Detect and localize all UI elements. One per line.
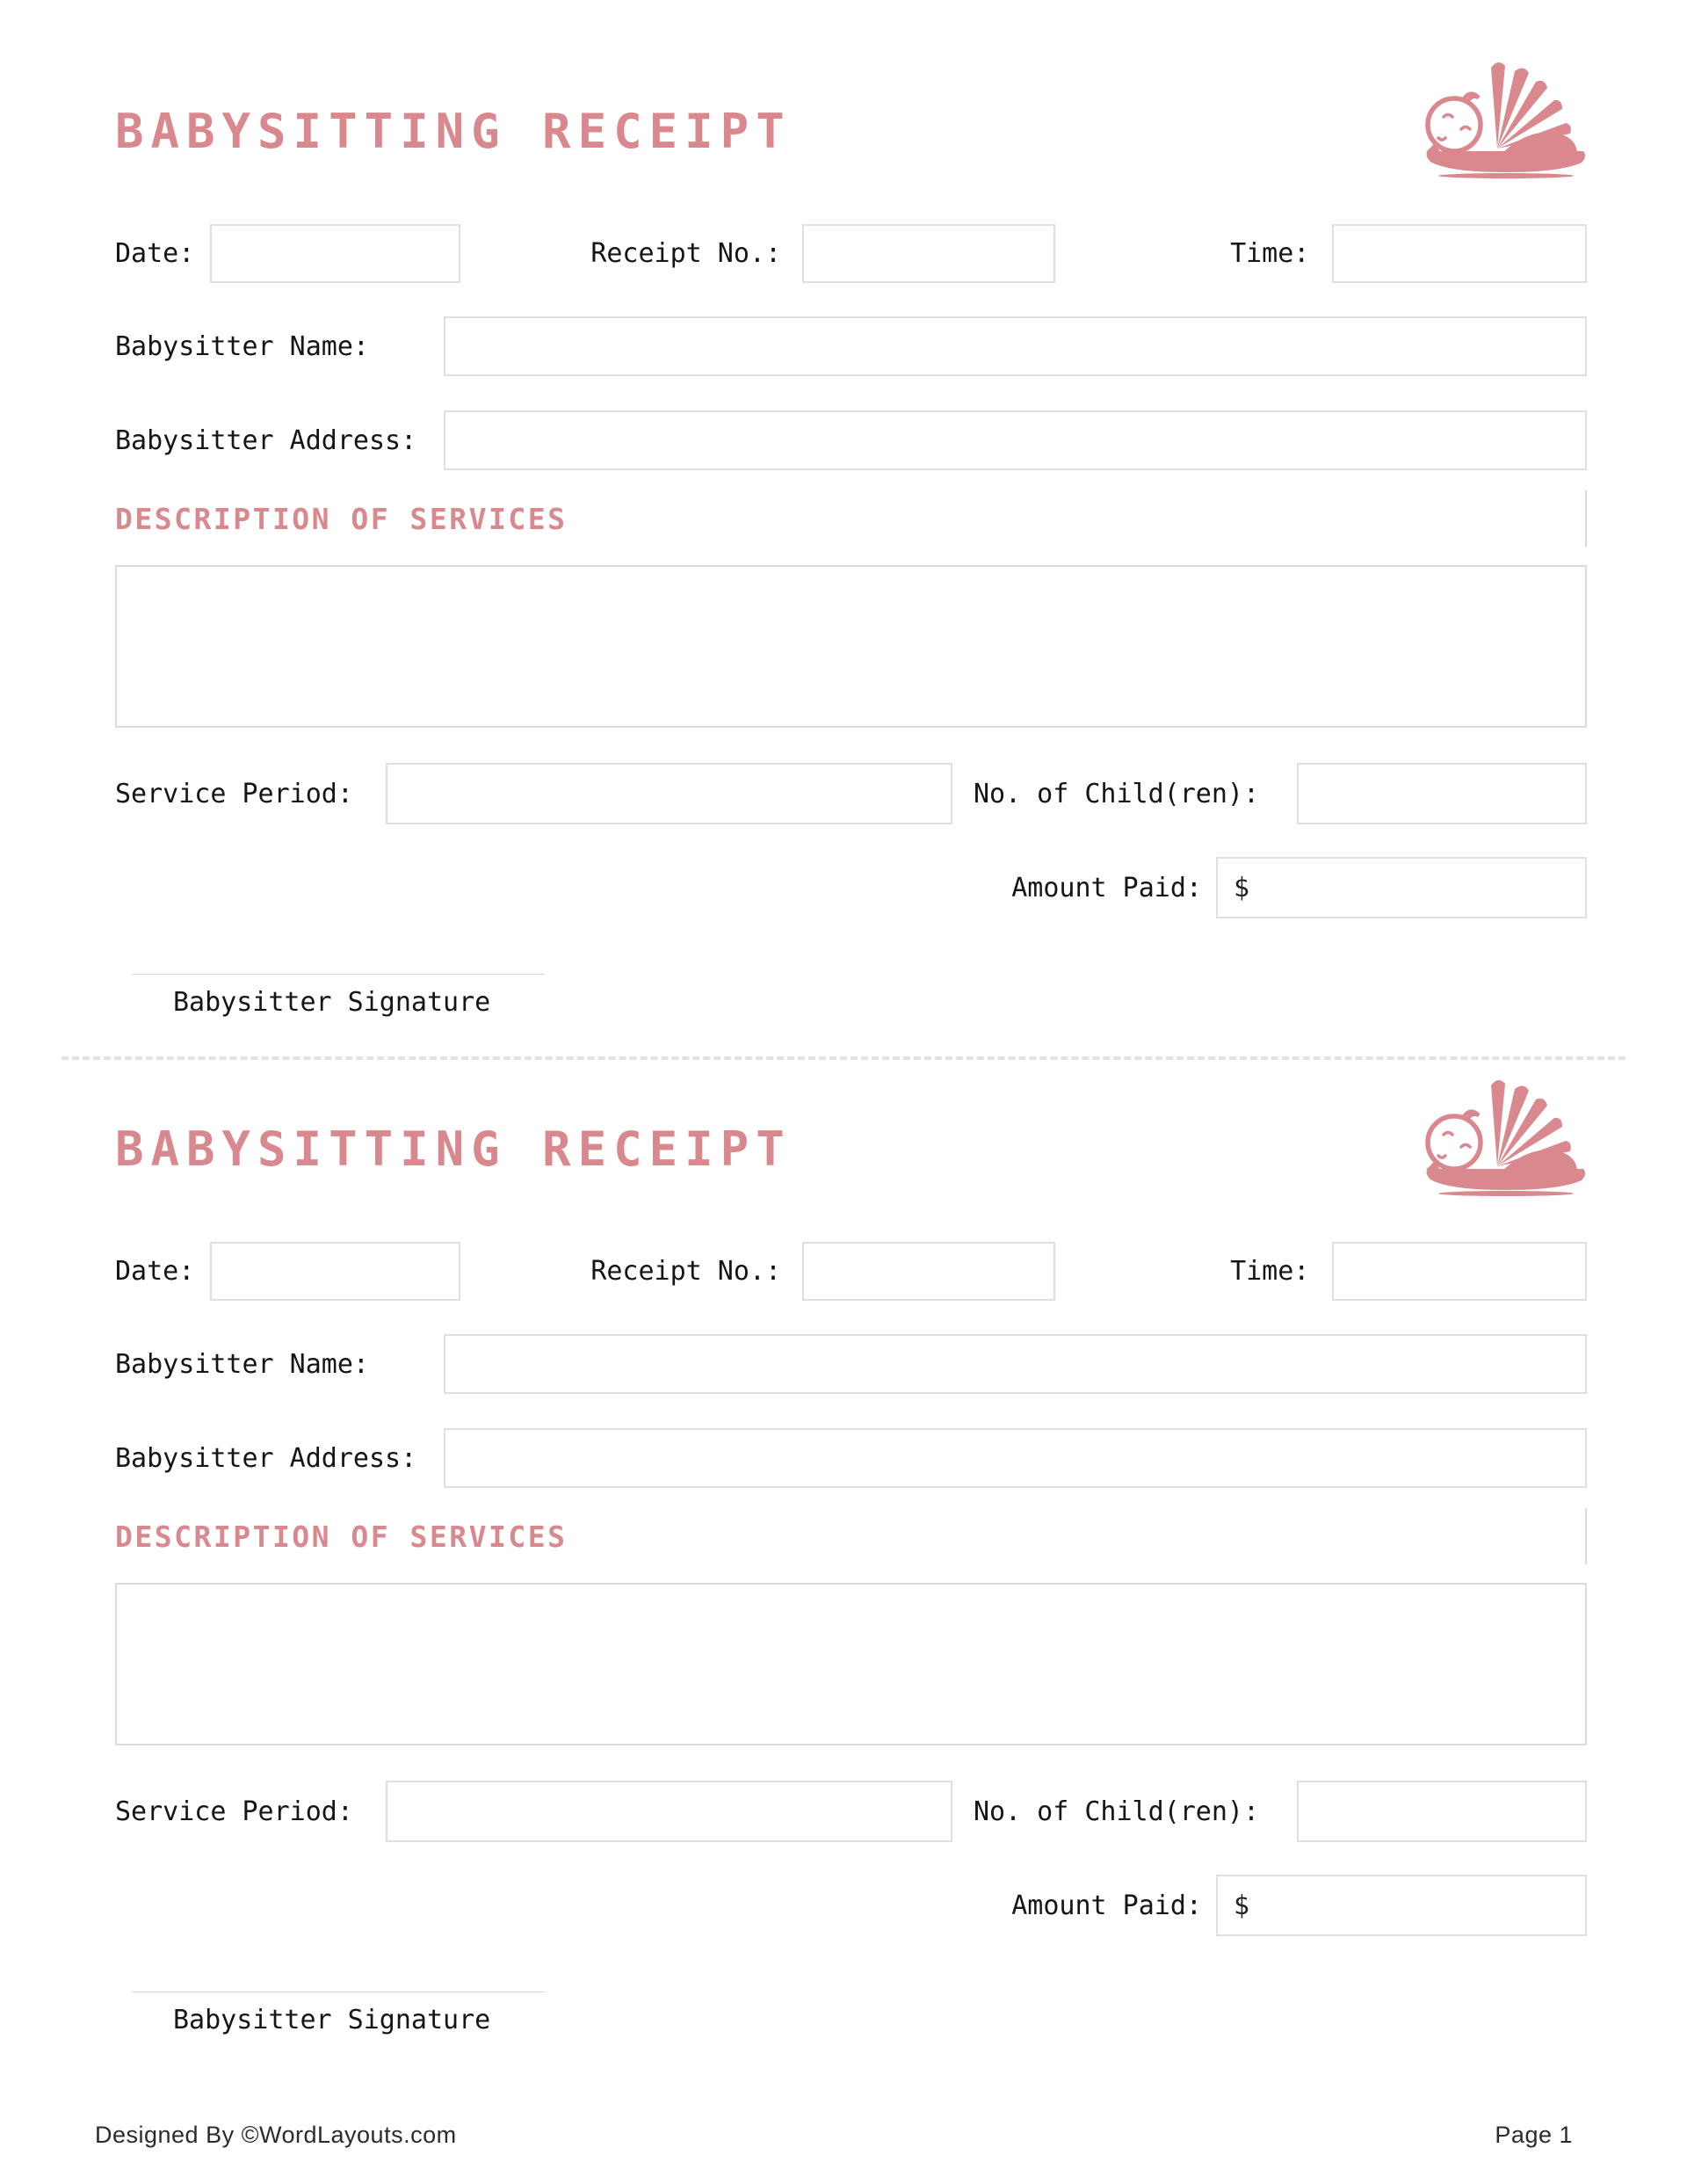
receipt-header (115, 55, 1587, 178)
babysitter-address-row (115, 1428, 1587, 1488)
receipt-copy-1 (0, 0, 1687, 1018)
receipt-no-input[interactable] (802, 1242, 1055, 1301)
signature-label: Babysitter Signature (173, 987, 491, 1018)
amount-paid-label: Amount Paid: (1011, 1890, 1202, 1921)
time-input[interactable] (1332, 1242, 1587, 1301)
amount-paid-input[interactable] (1249, 1890, 1580, 1921)
receipt-no-label: Receipt No.: (590, 238, 782, 269)
service-row (115, 1781, 1587, 1842)
receipt-title: BABYSITTING RECEIPT (115, 104, 792, 159)
meta-row (115, 1242, 1587, 1301)
date-label: Date: (115, 238, 195, 269)
amount-paid-label: Amount Paid: (1011, 872, 1202, 903)
currency-prefix: $ (1234, 1890, 1250, 1921)
service-period-label: Service Period: (115, 778, 353, 809)
children-label: No. of Child(ren): (973, 778, 1260, 809)
service-period-label: Service Period: (115, 1796, 353, 1827)
service-row (115, 763, 1587, 824)
signature-block (132, 1992, 545, 2035)
amount-paid-box (1216, 857, 1587, 918)
description-heading-row (115, 490, 1587, 547)
baby-in-bassinet-icon (1424, 55, 1587, 178)
meta-row (115, 224, 1587, 283)
amount-paid-box (1216, 1875, 1587, 1936)
time-label: Time: (1230, 238, 1310, 269)
babysitter-address-row (115, 410, 1587, 470)
description-heading-row (115, 1508, 1587, 1564)
signature-label: Babysitter Signature (173, 2005, 491, 2035)
footer-credit: Designed By ©WordLayouts.com (95, 2122, 457, 2148)
receipt-title: BABYSITTING RECEIPT (115, 1121, 792, 1177)
children-input[interactable] (1297, 1781, 1587, 1842)
footer-page-number: Page 1 (1495, 2122, 1573, 2148)
babysitter-name-input[interactable] (444, 316, 1587, 376)
receipt-no-label: Receipt No.: (590, 1256, 782, 1287)
receipt-header (115, 1073, 1587, 1196)
amount-row (115, 1875, 1587, 1936)
description-textarea[interactable] (115, 565, 1587, 728)
babysitter-name-label: Babysitter Name: (115, 330, 369, 362)
receipt-no-input[interactable] (802, 224, 1055, 283)
description-heading: DESCRIPTION OF SERVICES (115, 1519, 568, 1554)
time-label: Time: (1230, 1256, 1310, 1287)
description-textarea[interactable] (115, 1583, 1587, 1745)
babysitter-name-row (115, 316, 1587, 376)
baby-in-bassinet-icon (1424, 1073, 1587, 1196)
date-input[interactable] (210, 1242, 460, 1301)
currency-prefix: $ (1234, 872, 1250, 903)
service-period-input[interactable] (386, 763, 952, 824)
receipt-copy-2 (0, 1060, 1687, 2035)
babysitter-address-input[interactable] (444, 1428, 1587, 1488)
date-label: Date: (115, 1256, 195, 1287)
description-heading: DESCRIPTION OF SERVICES (115, 501, 568, 536)
children-label: No. of Child(ren): (973, 1796, 1260, 1827)
service-period-input[interactable] (386, 1781, 952, 1842)
babysitter-name-label: Babysitter Name: (115, 1348, 369, 1380)
amount-row (115, 857, 1587, 918)
amount-paid-input[interactable] (1249, 873, 1580, 903)
time-input[interactable] (1332, 224, 1587, 283)
page-footer (0, 2122, 1687, 2184)
babysitter-address-input[interactable] (444, 410, 1587, 470)
babysitter-name-row (115, 1334, 1587, 1394)
date-input[interactable] (210, 224, 460, 283)
babysitter-address-label: Babysitter Address: (115, 424, 417, 456)
children-input[interactable] (1297, 763, 1587, 824)
signature-block (132, 974, 545, 1018)
babysitter-address-label: Babysitter Address: (115, 1442, 417, 1474)
babysitter-name-input[interactable] (444, 1334, 1587, 1394)
